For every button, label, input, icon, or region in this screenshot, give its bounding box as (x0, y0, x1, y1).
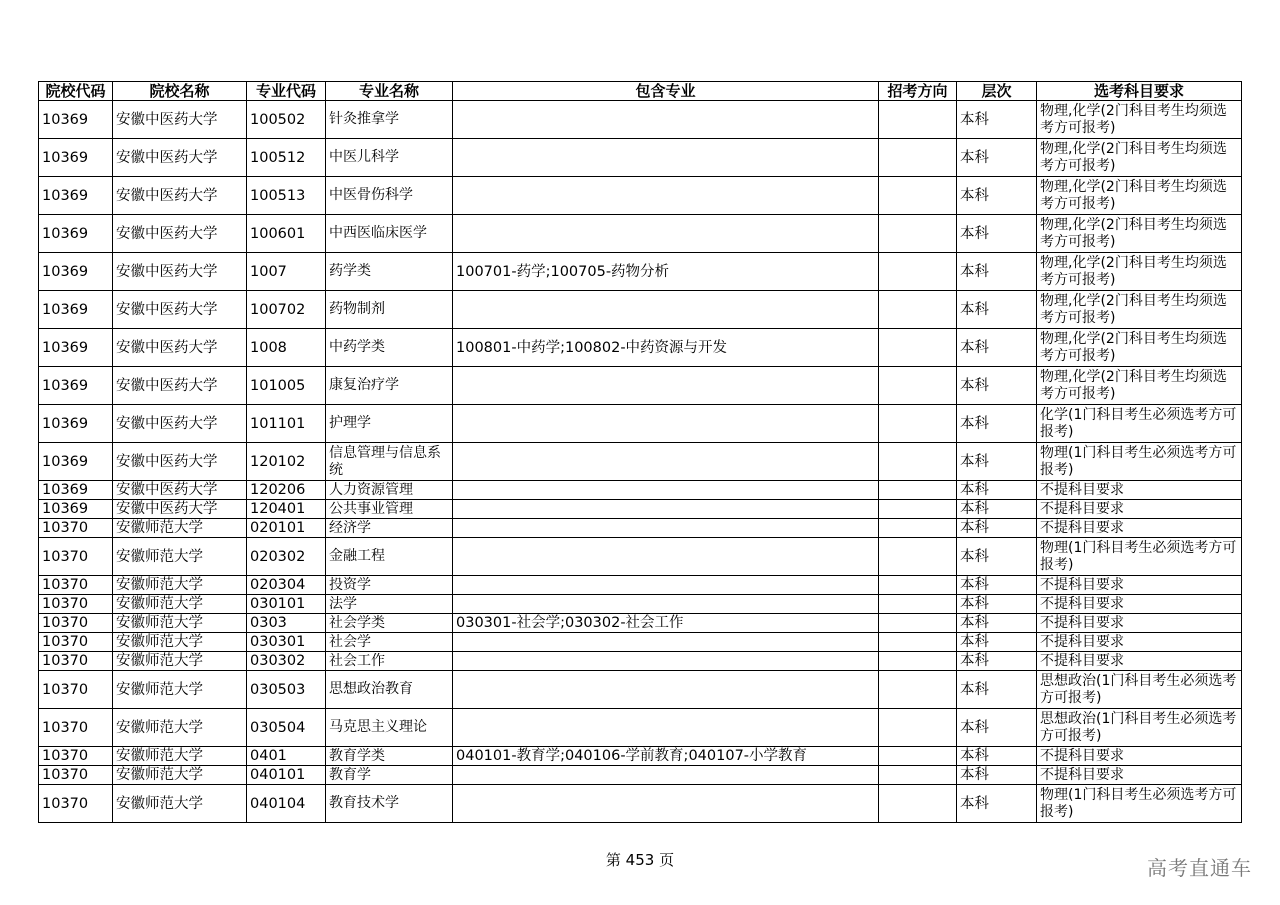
included-majors-cell (453, 633, 879, 652)
included-majors-cell (453, 101, 879, 139)
header-subject-requirement: 选考科目要求 (1037, 82, 1242, 101)
level-cell: 本科 (957, 177, 1037, 215)
level-cell: 本科 (957, 215, 1037, 253)
level-cell: 本科 (957, 253, 1037, 291)
school-name-cell: 安徽中医药大学 (113, 481, 247, 500)
level-cell: 本科 (957, 481, 1037, 500)
subject-requirement-cell: 物理,化学(2门科目考生均须选考方可报考) (1037, 291, 1242, 329)
school-name-cell: 安徽中医药大学 (113, 443, 247, 481)
level-cell: 本科 (957, 367, 1037, 405)
subject-requirement-cell: 物理(1门科目考生必须选考方可报考) (1037, 443, 1242, 481)
included-majors-cell (453, 500, 879, 519)
admission-table (38, 81, 1242, 823)
major-code-cell: 020101 (247, 519, 326, 538)
school-code-cell: 10369 (39, 405, 113, 443)
school-name-cell: 安徽中医药大学 (113, 139, 247, 177)
major-code-cell: 120102 (247, 443, 326, 481)
table-header-row (39, 82, 1242, 101)
table-row (39, 766, 1242, 785)
included-majors-cell (453, 595, 879, 614)
included-majors-cell: 040101-教育学;040106-学前教育;040107-小学教育 (453, 747, 879, 766)
included-majors-cell (453, 139, 879, 177)
included-majors-cell (453, 291, 879, 329)
major-name-cell: 中西医临床医学 (326, 215, 453, 253)
school-code-cell: 10369 (39, 291, 113, 329)
direction-cell (879, 405, 957, 443)
included-majors-cell (453, 766, 879, 785)
major-code-cell: 0303 (247, 614, 326, 633)
major-name-cell: 药物制剂 (326, 291, 453, 329)
subject-requirement-cell: 物理,化学(2门科目考生均须选考方可报考) (1037, 367, 1242, 405)
direction-cell (879, 614, 957, 633)
direction-cell (879, 766, 957, 785)
table-row (39, 500, 1242, 519)
included-majors-cell: 100701-药学;100705-药物分析 (453, 253, 879, 291)
school-name-cell: 安徽中医药大学 (113, 291, 247, 329)
school-name-cell: 安徽师范大学 (113, 614, 247, 633)
school-code-cell: 10369 (39, 177, 113, 215)
school-name-cell: 安徽中医药大学 (113, 101, 247, 139)
subject-requirement-cell: 不提科目要求 (1037, 614, 1242, 633)
header-major-name: 专业名称 (326, 82, 453, 101)
school-name-cell: 安徽中医药大学 (113, 500, 247, 519)
table-row (39, 519, 1242, 538)
included-majors-cell (453, 709, 879, 747)
level-cell: 本科 (957, 652, 1037, 671)
direction-cell (879, 443, 957, 481)
subject-requirement-cell: 思想政治(1门科目考生必须选考方可报考) (1037, 709, 1242, 747)
level-cell: 本科 (957, 538, 1037, 576)
direction-cell (879, 652, 957, 671)
school-name-cell: 安徽师范大学 (113, 785, 247, 823)
table-row (39, 785, 1242, 823)
school-name-cell: 安徽中医药大学 (113, 405, 247, 443)
school-name-cell: 安徽师范大学 (113, 538, 247, 576)
major-code-cell: 100702 (247, 291, 326, 329)
major-name-cell: 药学类 (326, 253, 453, 291)
included-majors-cell (453, 405, 879, 443)
school-name-cell: 安徽中医药大学 (113, 367, 247, 405)
major-code-cell: 100513 (247, 177, 326, 215)
major-code-cell: 030504 (247, 709, 326, 747)
level-cell: 本科 (957, 139, 1037, 177)
level-cell: 本科 (957, 766, 1037, 785)
subject-requirement-cell: 物理,化学(2门科目考生均须选考方可报考) (1037, 329, 1242, 367)
level-cell: 本科 (957, 500, 1037, 519)
direction-cell (879, 291, 957, 329)
level-cell: 本科 (957, 785, 1037, 823)
direction-cell (879, 709, 957, 747)
subject-requirement-cell: 物理,化学(2门科目考生均须选考方可报考) (1037, 101, 1242, 139)
level-cell: 本科 (957, 614, 1037, 633)
school-code-cell: 10369 (39, 215, 113, 253)
subject-requirement-cell: 物理(1门科目考生必须选考方可报考) (1037, 785, 1242, 823)
included-majors-cell (453, 177, 879, 215)
level-cell: 本科 (957, 101, 1037, 139)
school-name-cell: 安徽中医药大学 (113, 329, 247, 367)
subject-requirement-cell: 物理(1门科目考生必须选考方可报考) (1037, 538, 1242, 576)
direction-cell (879, 253, 957, 291)
table-row (39, 177, 1242, 215)
major-name-cell: 教育学 (326, 766, 453, 785)
direction-cell (879, 785, 957, 823)
major-name-cell: 人力资源管理 (326, 481, 453, 500)
direction-cell (879, 671, 957, 709)
school-name-cell: 安徽师范大学 (113, 747, 247, 766)
school-code-cell: 10370 (39, 785, 113, 823)
school-code-cell: 10370 (39, 614, 113, 633)
direction-cell (879, 576, 957, 595)
included-majors-cell (453, 671, 879, 709)
included-majors-cell (453, 785, 879, 823)
subject-requirement-cell: 物理,化学(2门科目考生均须选考方可报考) (1037, 215, 1242, 253)
table-row (39, 747, 1242, 766)
header-included-majors: 包含专业 (453, 82, 879, 101)
school-name-cell: 安徽师范大学 (113, 671, 247, 709)
school-name-cell: 安徽师范大学 (113, 766, 247, 785)
school-code-cell: 10370 (39, 747, 113, 766)
table-row (39, 367, 1242, 405)
school-code-cell: 10370 (39, 538, 113, 576)
major-name-cell: 中医骨伤科学 (326, 177, 453, 215)
included-majors-cell (453, 367, 879, 405)
school-code-cell: 10369 (39, 443, 113, 481)
table-row (39, 329, 1242, 367)
included-majors-cell (453, 443, 879, 481)
included-majors-cell (453, 538, 879, 576)
school-code-cell: 10370 (39, 709, 113, 747)
level-cell: 本科 (957, 576, 1037, 595)
subject-requirement-cell: 不提科目要求 (1037, 652, 1242, 671)
school-code-cell: 10370 (39, 576, 113, 595)
major-code-cell: 020304 (247, 576, 326, 595)
major-code-cell: 100512 (247, 139, 326, 177)
header-direction: 招考方向 (879, 82, 957, 101)
school-name-cell: 安徽师范大学 (113, 595, 247, 614)
school-code-cell: 10369 (39, 101, 113, 139)
major-name-cell: 护理学 (326, 405, 453, 443)
major-name-cell: 康复治疗学 (326, 367, 453, 405)
table-row (39, 405, 1242, 443)
included-majors-cell (453, 519, 879, 538)
major-name-cell: 中医儿科学 (326, 139, 453, 177)
subject-requirement-cell: 不提科目要求 (1037, 747, 1242, 766)
table-row (39, 671, 1242, 709)
school-name-cell: 安徽中医药大学 (113, 177, 247, 215)
direction-cell (879, 139, 957, 177)
major-name-cell: 思想政治教育 (326, 671, 453, 709)
table-row (39, 443, 1242, 481)
major-name-cell: 经济学 (326, 519, 453, 538)
direction-cell (879, 329, 957, 367)
school-code-cell: 10369 (39, 367, 113, 405)
school-code-cell: 10370 (39, 671, 113, 709)
level-cell: 本科 (957, 595, 1037, 614)
subject-requirement-cell: 不提科目要求 (1037, 576, 1242, 595)
direction-cell (879, 633, 957, 652)
direction-cell (879, 177, 957, 215)
level-cell: 本科 (957, 709, 1037, 747)
school-code-cell: 10369 (39, 329, 113, 367)
school-name-cell: 安徽师范大学 (113, 709, 247, 747)
major-name-cell: 马克思主义理论 (326, 709, 453, 747)
subject-requirement-cell: 不提科目要求 (1037, 766, 1242, 785)
level-cell: 本科 (957, 443, 1037, 481)
direction-cell (879, 538, 957, 576)
school-code-cell: 10370 (39, 766, 113, 785)
major-code-cell: 0401 (247, 747, 326, 766)
level-cell: 本科 (957, 329, 1037, 367)
school-code-cell: 10369 (39, 139, 113, 177)
table-row (39, 576, 1242, 595)
table-row (39, 101, 1242, 139)
direction-cell (879, 747, 957, 766)
school-code-cell: 10370 (39, 652, 113, 671)
major-code-cell: 030301 (247, 633, 326, 652)
level-cell: 本科 (957, 519, 1037, 538)
major-code-cell: 1007 (247, 253, 326, 291)
subject-requirement-cell: 不提科目要求 (1037, 633, 1242, 652)
table-row (39, 139, 1242, 177)
subject-requirement-cell: 不提科目要求 (1037, 481, 1242, 500)
subject-requirement-cell: 物理,化学(2门科目考生均须选考方可报考) (1037, 139, 1242, 177)
school-name-cell: 安徽师范大学 (113, 519, 247, 538)
major-name-cell: 法学 (326, 595, 453, 614)
level-cell: 本科 (957, 405, 1037, 443)
subject-requirement-cell: 物理,化学(2门科目考生均须选考方可报考) (1037, 177, 1242, 215)
major-code-cell: 040101 (247, 766, 326, 785)
school-name-cell: 安徽师范大学 (113, 576, 247, 595)
included-majors-cell (453, 215, 879, 253)
table-row (39, 215, 1242, 253)
subject-requirement-cell: 不提科目要求 (1037, 595, 1242, 614)
direction-cell (879, 519, 957, 538)
school-code-cell: 10370 (39, 519, 113, 538)
major-name-cell: 社会学类 (326, 614, 453, 633)
watermark-logo-text: 高考直通车 (1147, 856, 1252, 880)
school-code-cell: 10369 (39, 253, 113, 291)
table-row (39, 253, 1242, 291)
included-majors-cell (453, 576, 879, 595)
major-code-cell: 1008 (247, 329, 326, 367)
major-name-cell: 信息管理与信息系统 (326, 443, 453, 481)
major-name-cell: 中药学类 (326, 329, 453, 367)
included-majors-cell: 100801-中药学;100802-中药资源与开发 (453, 329, 879, 367)
school-name-cell: 安徽师范大学 (113, 652, 247, 671)
direction-cell (879, 595, 957, 614)
major-code-cell: 100601 (247, 215, 326, 253)
subject-requirement-cell: 化学(1门科目考生必须选考方可报考) (1037, 405, 1242, 443)
subject-requirement-cell: 物理,化学(2门科目考生均须选考方可报考) (1037, 253, 1242, 291)
level-cell: 本科 (957, 291, 1037, 329)
table-row (39, 595, 1242, 614)
major-code-cell: 101005 (247, 367, 326, 405)
major-code-cell: 120401 (247, 500, 326, 519)
school-code-cell: 10369 (39, 500, 113, 519)
level-cell: 本科 (957, 671, 1037, 709)
major-code-cell: 101101 (247, 405, 326, 443)
direction-cell (879, 215, 957, 253)
major-name-cell: 社会学 (326, 633, 453, 652)
major-name-cell: 社会工作 (326, 652, 453, 671)
direction-cell (879, 101, 957, 139)
table-row (39, 633, 1242, 652)
school-name-cell: 安徽中医药大学 (113, 215, 247, 253)
major-code-cell: 030302 (247, 652, 326, 671)
subject-requirement-cell: 不提科目要求 (1037, 500, 1242, 519)
level-cell: 本科 (957, 633, 1037, 652)
direction-cell (879, 481, 957, 500)
school-name-cell: 安徽中医药大学 (113, 253, 247, 291)
table-row (39, 538, 1242, 576)
school-code-cell: 10370 (39, 595, 113, 614)
included-majors-cell (453, 481, 879, 500)
major-name-cell: 教育学类 (326, 747, 453, 766)
school-code-cell: 10370 (39, 633, 113, 652)
major-name-cell: 针灸推拿学 (326, 101, 453, 139)
major-code-cell: 120206 (247, 481, 326, 500)
direction-cell (879, 367, 957, 405)
major-name-cell: 公共事业管理 (326, 500, 453, 519)
major-name-cell: 金融工程 (326, 538, 453, 576)
school-code-cell: 10369 (39, 481, 113, 500)
major-name-cell: 投资学 (326, 576, 453, 595)
major-code-cell: 030101 (247, 595, 326, 614)
major-code-cell: 100502 (247, 101, 326, 139)
major-code-cell: 040104 (247, 785, 326, 823)
included-majors-cell (453, 652, 879, 671)
header-major-code: 专业代码 (247, 82, 326, 101)
table-row (39, 652, 1242, 671)
major-code-cell: 030503 (247, 671, 326, 709)
page-number: 第 453 页 (605, 851, 675, 869)
school-name-cell: 安徽师范大学 (113, 633, 247, 652)
major-code-cell: 020302 (247, 538, 326, 576)
major-name-cell: 教育技术学 (326, 785, 453, 823)
table-body (39, 101, 1242, 823)
table-row (39, 614, 1242, 633)
table-row (39, 291, 1242, 329)
subject-requirement-cell: 不提科目要求 (1037, 519, 1242, 538)
table-row (39, 481, 1242, 500)
header-level: 层次 (957, 82, 1037, 101)
header-school-code: 院校代码 (39, 82, 113, 101)
table-row (39, 709, 1242, 747)
direction-cell (879, 500, 957, 519)
level-cell: 本科 (957, 747, 1037, 766)
subject-requirement-cell: 思想政治(1门科目考生必须选考方可报考) (1037, 671, 1242, 709)
included-majors-cell: 030301-社会学;030302-社会工作 (453, 614, 879, 633)
header-school-name: 院校名称 (113, 82, 247, 101)
